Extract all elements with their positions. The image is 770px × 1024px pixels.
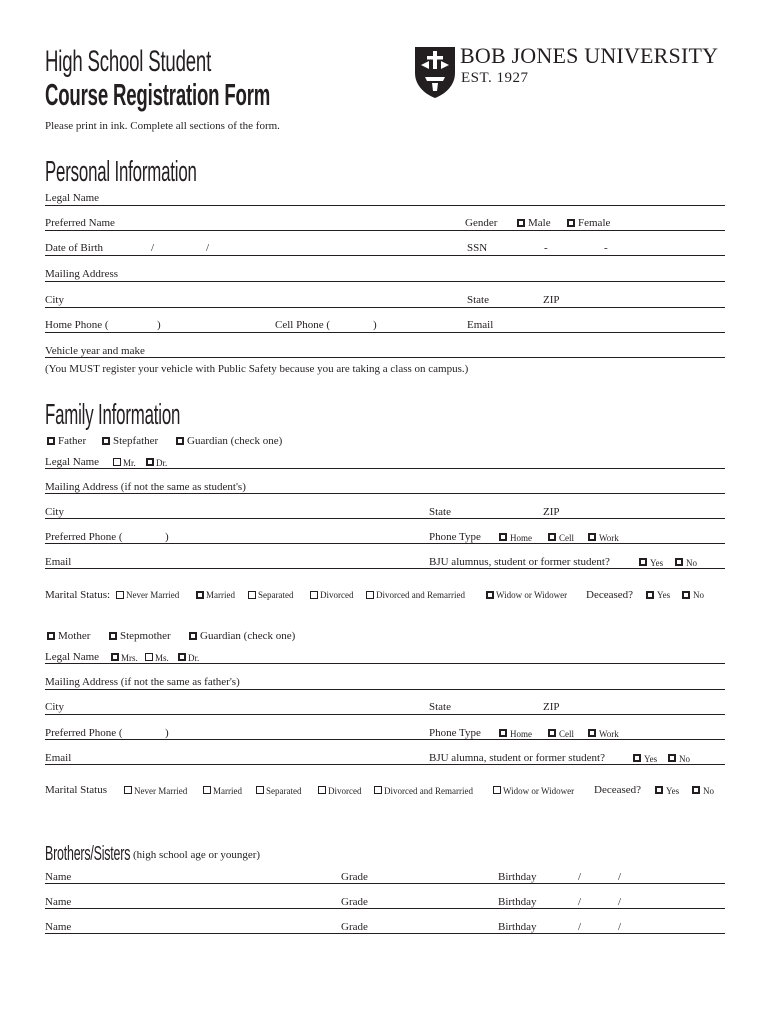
sibling-2-name-label: Name bbox=[45, 896, 72, 908]
stepfather-checkbox[interactable] bbox=[102, 437, 110, 445]
mother-alumna-yes-label: Yes bbox=[644, 754, 658, 764]
father-phone-type-label: Phone Type bbox=[429, 531, 481, 543]
mr-label: Mr. bbox=[123, 458, 136, 468]
gender-label: Gender bbox=[465, 217, 498, 229]
father-label: Father bbox=[58, 435, 87, 447]
mother-zip-label: ZIP bbox=[543, 701, 560, 713]
father-widow-checkbox[interactable] bbox=[486, 591, 494, 599]
dob-slash-2: / bbox=[206, 242, 210, 254]
mother-home-label: Home bbox=[510, 729, 532, 739]
sibling-1-grade-label: Grade bbox=[341, 871, 368, 883]
mother-separated-checkbox[interactable] bbox=[256, 786, 264, 794]
mother-deceased-no-label: No bbox=[703, 786, 714, 796]
guardian-father-checkbox[interactable] bbox=[176, 437, 184, 445]
mother-alumna-no-label: No bbox=[679, 754, 690, 764]
vehicle-label: Vehicle year and make bbox=[45, 345, 145, 357]
father-marital-label: Marital Status: bbox=[45, 589, 111, 601]
stepfather-label: Stepfather bbox=[113, 435, 159, 447]
father-deceased-yes-label: Yes bbox=[657, 590, 671, 600]
mother-phone-field[interactable] bbox=[45, 739, 725, 740]
father-city-field[interactable] bbox=[45, 518, 725, 519]
father-widow-label: Widow or Widower bbox=[496, 590, 568, 600]
sibling-1-slash-1: / bbox=[578, 871, 582, 883]
mother-widow-label: Widow or Widower bbox=[503, 786, 575, 796]
sibling-2-birthday-label: Birthday bbox=[498, 896, 537, 908]
mr-checkbox[interactable] bbox=[113, 458, 121, 466]
mother-legal-name-field[interactable] bbox=[45, 663, 725, 664]
father-phone-label: Preferred Phone ( bbox=[45, 531, 123, 543]
sibling-1-field[interactable] bbox=[45, 883, 725, 884]
ssn-dash-2: - bbox=[604, 242, 608, 254]
father-cell-checkbox[interactable] bbox=[548, 533, 556, 541]
university-name: BOB JONES UNIVERSITY bbox=[460, 43, 719, 68]
male-label: Male bbox=[528, 217, 551, 229]
guardian-mother-label: Guardian (check one) bbox=[200, 630, 296, 642]
preferred-name-field[interactable] bbox=[45, 230, 725, 231]
mother-alumna-no-checkbox[interactable] bbox=[668, 754, 676, 762]
mother-widow-checkbox[interactable] bbox=[493, 786, 501, 794]
father-phone-paren: ) bbox=[165, 531, 169, 543]
father-deceased-label: Deceased? bbox=[586, 589, 634, 601]
father-home-checkbox[interactable] bbox=[499, 533, 507, 541]
mother-married-label: Married bbox=[213, 786, 242, 796]
legal-name-label: Legal Name bbox=[45, 192, 100, 204]
vehicle-field[interactable] bbox=[45, 357, 725, 358]
sibling-3-field[interactable] bbox=[45, 933, 725, 934]
father-divorced-checkbox[interactable] bbox=[310, 591, 318, 599]
mother-cell-checkbox[interactable] bbox=[548, 729, 556, 737]
mother-label: Mother bbox=[58, 630, 91, 642]
sibling-3-slash-2: / bbox=[618, 921, 622, 933]
university-established: EST. 1927 bbox=[461, 70, 529, 86]
father-work-checkbox[interactable] bbox=[588, 533, 596, 541]
female-checkbox[interactable] bbox=[567, 219, 575, 227]
father-checkbox[interactable] bbox=[47, 437, 55, 445]
mother-mailing-field[interactable] bbox=[45, 689, 725, 690]
mrs-checkbox[interactable] bbox=[111, 653, 119, 661]
father-mailing-label: Mailing Address (if not the same as student's) bbox=[45, 481, 246, 493]
legal-name-field[interactable] bbox=[45, 205, 725, 206]
university-shield-icon bbox=[413, 43, 457, 99]
vehicle-note: (You MUST register your vehicle with Public Safety because you are taking a class on campus.) bbox=[45, 363, 469, 375]
father-never-married-checkbox[interactable] bbox=[116, 591, 124, 599]
siblings-note: (high school age or younger) bbox=[133, 849, 261, 861]
mother-work-label: Work bbox=[599, 729, 619, 739]
siblings-heading: Brothers/Sisters bbox=[45, 843, 131, 865]
mother-marital-label: Marital Status bbox=[45, 784, 108, 796]
mother-mailing-label: Mailing Address (if not the same as father's) bbox=[45, 676, 240, 688]
father-city-label: City bbox=[45, 506, 64, 518]
father-email-label: Email bbox=[45, 556, 72, 568]
form-title-line1: High School Student bbox=[45, 45, 212, 78]
family-info-heading: Family Information bbox=[45, 399, 181, 431]
sibling-3-name-label: Name bbox=[45, 921, 72, 933]
mother-phone-label: Preferred Phone ( bbox=[45, 727, 123, 739]
cell-phone-label: Cell Phone ( bbox=[275, 319, 330, 331]
mother-home-checkbox[interactable] bbox=[499, 729, 507, 737]
father-alumnus-yes-label: Yes bbox=[650, 558, 664, 568]
father-email-field[interactable] bbox=[45, 568, 725, 569]
sibling-3-slash-1: / bbox=[578, 921, 582, 933]
preferred-name-label: Preferred Name bbox=[45, 217, 115, 229]
mother-divorced-remarried-label: Divorced and Remarried bbox=[384, 786, 473, 796]
mother-cell-label: Cell bbox=[559, 729, 574, 739]
dr-mother-checkbox[interactable] bbox=[178, 653, 186, 661]
sibling-1-slash-2: / bbox=[618, 871, 622, 883]
ssn-dash-1: - bbox=[544, 242, 548, 254]
dr-father-label: Dr. bbox=[156, 458, 168, 468]
city-label: City bbox=[45, 294, 64, 306]
father-separated-checkbox[interactable] bbox=[248, 591, 256, 599]
father-alumnus-no-checkbox[interactable] bbox=[675, 558, 683, 566]
form-instructions: Please print in ink. Complete all sections of the form. bbox=[45, 120, 280, 132]
father-cell-label: Cell bbox=[559, 533, 574, 543]
mailing-address-field[interactable] bbox=[45, 281, 725, 282]
father-legal-name-label: Legal Name bbox=[45, 456, 100, 468]
mother-alumna-label: BJU alumna, student or former student? bbox=[429, 752, 605, 764]
stepmother-checkbox[interactable] bbox=[109, 632, 117, 640]
father-deceased-no-label: No bbox=[693, 590, 704, 600]
dob-slash-1: / bbox=[151, 242, 155, 254]
dob-label: Date of Birth bbox=[45, 242, 104, 254]
mother-city-field[interactable] bbox=[45, 714, 725, 715]
home-phone-label: Home Phone ( bbox=[45, 319, 109, 331]
mother-legal-name-label: Legal Name bbox=[45, 651, 100, 663]
mother-city-label: City bbox=[45, 701, 64, 713]
mother-deceased-yes-checkbox[interactable] bbox=[655, 786, 663, 794]
dr-father-checkbox[interactable] bbox=[146, 458, 154, 466]
father-married-checkbox[interactable] bbox=[196, 591, 204, 599]
father-deceased-no-checkbox[interactable] bbox=[682, 591, 690, 599]
mother-deceased-yes-label: Yes bbox=[666, 786, 680, 796]
mother-email-field[interactable] bbox=[45, 764, 725, 765]
father-divorced-remarried-label: Divorced and Remarried bbox=[376, 590, 465, 600]
father-work-label: Work bbox=[599, 533, 619, 543]
personal-info-heading: Personal Information bbox=[45, 156, 197, 188]
sibling-2-slash-2: / bbox=[618, 896, 622, 908]
guardian-father-label: Guardian (check one) bbox=[187, 435, 283, 447]
form-title-line2: Course Registration Form bbox=[45, 77, 271, 112]
mother-deceased-no-checkbox[interactable] bbox=[692, 786, 700, 794]
father-alumnus-label: BJU alumnus, student or former student? bbox=[429, 556, 610, 568]
mother-divorced-checkbox[interactable] bbox=[318, 786, 326, 794]
mother-never-married-label: Never Married bbox=[134, 786, 188, 796]
mother-phone-type-label: Phone Type bbox=[429, 727, 481, 739]
ssn-label: SSN bbox=[467, 242, 488, 254]
mother-email-label: Email bbox=[45, 752, 72, 764]
father-deceased-yes-checkbox[interactable] bbox=[646, 591, 654, 599]
mother-state-label: State bbox=[429, 701, 451, 713]
mother-divorced-remarried-checkbox[interactable] bbox=[374, 786, 382, 794]
guardian-mother-checkbox[interactable] bbox=[189, 632, 197, 640]
male-checkbox[interactable] bbox=[517, 219, 525, 227]
home-phone-paren: ) bbox=[157, 319, 161, 331]
father-zip-label: ZIP bbox=[543, 506, 560, 518]
father-phone-field[interactable] bbox=[45, 543, 725, 544]
father-married-label: Married bbox=[206, 590, 235, 600]
sibling-2-field[interactable] bbox=[45, 908, 725, 909]
mother-phone-paren: ) bbox=[165, 727, 169, 739]
father-never-married-label: Never Married bbox=[126, 590, 180, 600]
cell-phone-paren: ) bbox=[373, 319, 377, 331]
mother-never-married-checkbox[interactable] bbox=[124, 786, 132, 794]
dr-mother-label: Dr. bbox=[188, 653, 200, 663]
mother-divorced-label: Divorced bbox=[328, 786, 362, 796]
mrs-label: Mrs. bbox=[121, 653, 138, 663]
mother-separated-label: Separated bbox=[266, 786, 302, 796]
email-label: Email bbox=[467, 319, 494, 331]
father-mailing-field[interactable] bbox=[45, 493, 725, 494]
mother-married-checkbox[interactable] bbox=[203, 786, 211, 794]
sibling-1-birthday-label: Birthday bbox=[498, 871, 537, 883]
ms-checkbox[interactable] bbox=[145, 653, 153, 661]
mother-alumna-yes-checkbox[interactable] bbox=[633, 754, 641, 762]
father-divorced-remarried-checkbox[interactable] bbox=[366, 591, 374, 599]
mother-deceased-label: Deceased? bbox=[594, 784, 642, 796]
sibling-2-grade-label: Grade bbox=[341, 896, 368, 908]
father-state-label: State bbox=[429, 506, 451, 518]
mother-work-checkbox[interactable] bbox=[588, 729, 596, 737]
mother-checkbox[interactable] bbox=[47, 632, 55, 640]
mailing-address-label: Mailing Address bbox=[45, 268, 119, 280]
father-legal-name-field[interactable] bbox=[45, 468, 725, 469]
female-label: Female bbox=[578, 217, 611, 229]
phone-email-field[interactable] bbox=[45, 332, 725, 333]
ms-label: Ms. bbox=[155, 653, 169, 663]
city-state-zip-field[interactable] bbox=[45, 307, 725, 308]
father-divorced-label: Divorced bbox=[320, 590, 354, 600]
stepmother-label: Stepmother bbox=[120, 630, 171, 642]
state-label: State bbox=[467, 294, 489, 306]
father-home-label: Home bbox=[510, 533, 532, 543]
sibling-1-name-label: Name bbox=[45, 871, 72, 883]
sibling-2-slash-1: / bbox=[578, 896, 582, 908]
dob-ssn-field[interactable] bbox=[45, 255, 725, 256]
sibling-3-birthday-label: Birthday bbox=[498, 921, 537, 933]
father-separated-label: Separated bbox=[258, 590, 294, 600]
zip-label: ZIP bbox=[543, 294, 560, 306]
father-alumnus-yes-checkbox[interactable] bbox=[639, 558, 647, 566]
sibling-3-grade-label: Grade bbox=[341, 921, 368, 933]
father-alumnus-no-label: No bbox=[686, 558, 697, 568]
